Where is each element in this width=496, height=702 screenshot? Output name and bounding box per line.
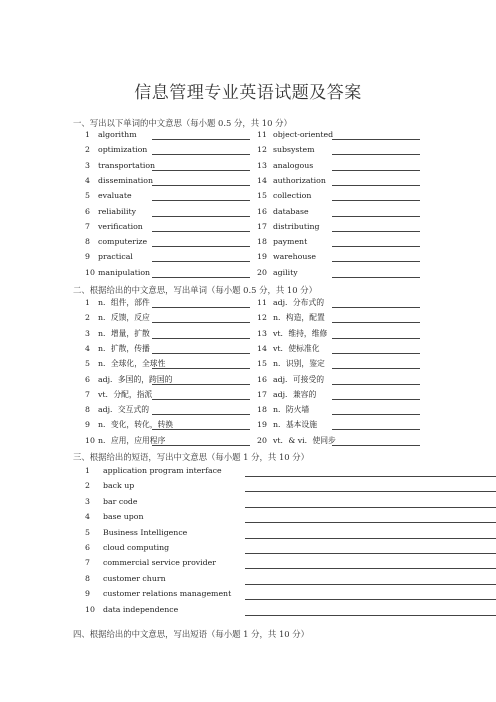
question-term: adj．交互式的	[98, 405, 150, 415]
question-term: computerize	[98, 237, 148, 247]
question-number: 17	[257, 221, 267, 231]
question-number: 4	[85, 343, 90, 353]
question-term: n．扩散，传播	[98, 343, 150, 353]
question-number: 7	[85, 389, 90, 399]
question-term: n．组件，部件	[98, 298, 150, 307]
answer-blank[interactable]	[245, 615, 496, 616]
answer-blank[interactable]	[332, 231, 420, 232]
answer-blank[interactable]	[245, 568, 496, 569]
question-number: 12	[257, 145, 267, 155]
answer-blank[interactable]	[152, 368, 250, 369]
question-term: n．识别，鉴定	[273, 359, 325, 369]
question-term: commercial service provider	[103, 558, 217, 568]
answer-blank[interactable]	[245, 507, 496, 508]
question-term: back up	[103, 481, 135, 491]
question-number: 5	[85, 527, 90, 537]
question-term: cloud computing	[103, 543, 170, 552]
question-number: 8	[85, 573, 90, 583]
question-number: 11	[257, 298, 267, 307]
answer-blank[interactable]	[152, 200, 250, 201]
answer-blank[interactable]	[152, 231, 250, 232]
answer-blank[interactable]	[152, 139, 250, 140]
question-number: 15	[257, 359, 267, 369]
question-term: adj．分布式的	[273, 298, 325, 307]
answer-blank[interactable]	[152, 185, 250, 186]
question-term: manipulation	[98, 267, 151, 277]
question-number: 9	[85, 589, 90, 599]
question-number: 7	[85, 221, 90, 231]
question-number: 13	[257, 160, 267, 170]
answer-blank[interactable]	[332, 322, 420, 323]
answer-blank[interactable]	[332, 353, 420, 354]
question-term: n．反馈，反应	[98, 313, 150, 323]
answer-blank[interactable]	[332, 216, 420, 217]
answer-blank[interactable]	[245, 522, 496, 523]
question-term: distributing	[273, 221, 320, 231]
question-number: 17	[257, 389, 267, 399]
question-number: 19	[257, 252, 267, 262]
answer-blank[interactable]	[332, 414, 420, 415]
answer-blank[interactable]	[152, 277, 250, 278]
question-number: 11	[257, 130, 267, 139]
question-term: vt．分配，指派	[98, 389, 153, 399]
answer-blank[interactable]	[152, 216, 250, 217]
question-term: base upon	[103, 512, 144, 522]
answer-blank[interactable]	[152, 307, 250, 308]
answer-blank[interactable]	[245, 553, 496, 554]
question-term: n．构造，配置	[273, 313, 325, 323]
answer-blank[interactable]	[332, 246, 420, 247]
question-term: adj．多国的，跨国的	[98, 374, 173, 384]
answer-blank[interactable]	[152, 261, 250, 262]
question-term: evaluate	[98, 191, 132, 201]
question-term: adj．可接受的	[273, 374, 325, 384]
question-number: 16	[257, 374, 267, 384]
question-term: database	[273, 206, 309, 216]
question-number: 9	[85, 252, 90, 262]
answer-blank[interactable]	[152, 399, 250, 400]
question-number: 18	[257, 405, 267, 415]
answer-blank[interactable]	[332, 261, 420, 262]
question-term: Business Intelligence	[103, 527, 188, 537]
question-number: 14	[257, 343, 267, 353]
question-number: 5	[85, 359, 90, 369]
question-number: 9	[85, 420, 90, 430]
answer-blank[interactable]	[332, 200, 420, 201]
question-term: vt．使标准化	[273, 343, 320, 353]
question-number: 1	[85, 298, 90, 307]
question-term: n．防火墙	[273, 405, 310, 415]
question-term: n．应用，应用程序	[98, 435, 166, 445]
question-number: 10	[85, 604, 95, 614]
question-number: 4	[85, 512, 90, 522]
answer-blank[interactable]	[152, 246, 250, 247]
section-3-heading: 三、根据给出的短语，写出中文意思（每小题 1 分，共 10 分）	[73, 452, 310, 462]
question-term: reliability	[98, 206, 136, 216]
question-number: 2	[85, 145, 90, 155]
question-number: 5	[85, 191, 90, 201]
question-number: 16	[257, 206, 267, 216]
question-number: 14	[257, 175, 267, 185]
question-term: warehouse	[273, 252, 317, 262]
answer-blank[interactable]	[152, 429, 250, 430]
answer-blank[interactable]	[245, 476, 496, 477]
answer-blank[interactable]	[152, 170, 250, 171]
question-term: bar code	[103, 496, 138, 506]
question-term: payment	[273, 237, 308, 247]
question-number: 20	[257, 267, 267, 277]
answer-blank[interactable]	[245, 538, 496, 539]
answer-blank[interactable]	[152, 384, 250, 385]
question-number: 2	[85, 313, 90, 323]
question-term: verification	[98, 221, 143, 231]
answer-blank[interactable]	[245, 584, 496, 585]
question-number: 10	[85, 435, 95, 445]
answer-blank[interactable]	[332, 368, 420, 369]
answer-blank[interactable]	[332, 277, 420, 278]
answer-blank[interactable]	[332, 154, 420, 155]
question-term: n．全球化，全球性	[98, 359, 166, 369]
question-number: 8	[85, 405, 90, 415]
question-term: vt．维持，维修	[273, 328, 328, 338]
question-number: 7	[85, 558, 90, 568]
question-number: 10	[85, 267, 95, 277]
question-number: 12	[257, 313, 267, 323]
answer-blank[interactable]	[332, 384, 420, 385]
answer-blank[interactable]	[152, 353, 250, 354]
question-term: collection	[273, 191, 312, 201]
question-number: 20	[257, 435, 267, 445]
question-term: practical	[98, 252, 133, 262]
question-term: adj．兼容的	[273, 389, 317, 399]
answer-blank[interactable]	[332, 399, 420, 400]
question-term: optimization	[98, 145, 148, 155]
question-number: 8	[85, 237, 90, 247]
answer-blank[interactable]	[332, 429, 420, 430]
answer-blank[interactable]	[152, 338, 250, 339]
answer-blank[interactable]	[245, 599, 496, 600]
question-term: subsystem	[273, 145, 315, 155]
question-number: 3	[85, 160, 90, 170]
question-term: object-oriented	[273, 130, 334, 139]
question-term: analogous	[273, 160, 314, 170]
question-term: dissemination	[98, 175, 154, 185]
answer-blank[interactable]	[332, 139, 420, 140]
question-term: agility	[273, 267, 298, 277]
question-number: 4	[85, 175, 90, 185]
question-number: 13	[257, 328, 267, 338]
answer-blank[interactable]	[152, 414, 250, 415]
question-term: vt．& vi．使同步	[273, 435, 336, 445]
question-number: 2	[85, 481, 90, 491]
answer-blank[interactable]	[332, 445, 420, 446]
question-term: data independence	[103, 604, 179, 614]
answer-blank[interactable]	[152, 154, 250, 155]
question-number: 6	[85, 374, 90, 384]
answer-blank[interactable]	[245, 491, 496, 492]
question-number: 3	[85, 496, 90, 506]
answer-blank[interactable]	[152, 445, 250, 446]
document-title: 信息管理专业英语试题及答案	[134, 83, 362, 103]
question-term: transportation	[98, 160, 156, 170]
question-term: application program interface	[103, 466, 222, 475]
answer-blank[interactable]	[332, 338, 420, 339]
question-number: 18	[257, 237, 267, 247]
question-term: algorithm	[98, 130, 137, 139]
question-term: n．变化，转化，转换	[98, 420, 174, 430]
question-number: 1	[85, 130, 90, 139]
question-number: 3	[85, 328, 90, 338]
answer-blank[interactable]	[332, 185, 420, 186]
section-2-heading: 二、根据给出的中文意思，写出单词（每小题 0.5 分，共 10 分）	[73, 285, 317, 295]
question-term: n．增量，扩散	[98, 328, 150, 338]
question-number: 15	[257, 191, 267, 201]
section-4-heading: 四、根据给出的中文意思，写出短语（每小题 1 分，共 10 分）	[73, 629, 310, 639]
question-number: 6	[85, 543, 90, 552]
question-term: n．基本设施	[273, 420, 318, 430]
answer-blank[interactable]	[152, 322, 250, 323]
answer-blank[interactable]	[332, 170, 420, 171]
question-term: authorization	[273, 175, 326, 185]
question-number: 6	[85, 206, 90, 216]
question-term: customer relations management	[103, 589, 232, 599]
answer-blank[interactable]	[332, 307, 420, 308]
question-number: 19	[257, 420, 267, 430]
question-term: customer churn	[103, 573, 166, 583]
question-number: 1	[85, 466, 90, 475]
section-1-heading: 一、写出以下单词的中文意思（每小题 0.5 分，共 10 分）	[73, 118, 292, 128]
